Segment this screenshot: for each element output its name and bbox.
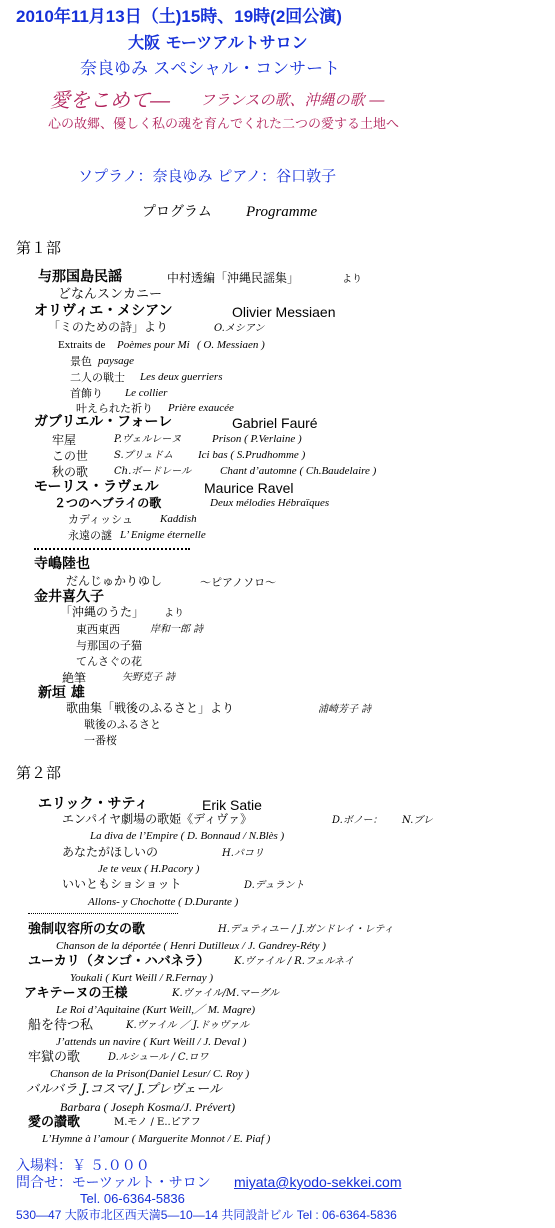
song-title-jp: 景色 [70, 355, 92, 368]
composer-kanai: 金井喜久子 [34, 589, 104, 605]
poet-name: D.ボノー： [332, 815, 383, 826]
composer-messiaen-en: Olivier Messiaen [232, 304, 336, 320]
song-title-jp: ユーカリ（タンゴ・ハバネラ） [28, 954, 210, 969]
composer-faure-en: Gabriel Fauré [232, 415, 318, 431]
poet-name: K.ヴァイル ／ J.ドゥヴァル [126, 1020, 249, 1031]
concert-date: 2010年11月13日（土)15時、19時(2回公演) [16, 7, 342, 26]
work-title-fr: Deux mélodies Hébraïques [210, 497, 330, 509]
song-title-fr: La diva de l’Empire ( D. Bonnaud / N.Blès ) [90, 830, 285, 842]
arranger-text: 中村透編「沖縄民謡集」 [167, 271, 300, 285]
contact-email-link[interactable]: miyata@kyodo-sekkei.com [234, 1174, 402, 1190]
composer-satie-en: Erik Satie [202, 797, 262, 813]
poet-name: N.ブレ [402, 815, 433, 826]
song-title-jp: 愛の讃歌 [28, 1115, 81, 1130]
song-title-fr: Chanson de la déportée ( Henri Dutilleux / J. Gandrey-Réty ) [56, 940, 326, 952]
composer-messiaen-jp: オリヴィエ・メシアン [34, 303, 173, 319]
composer-yonaguni: 与那国島民謡 [38, 269, 122, 285]
song-title-jp: 絶筆 [62, 671, 87, 685]
work-title-jp: 「ミのための詩」より [48, 320, 169, 334]
composer-terashima: 寺嶋陸也 [34, 556, 90, 572]
song-title-jp: バルバラ J.コスマ/ J.プレヴェール [26, 1082, 222, 1097]
song-title-jp: 永遠の謎 [68, 529, 112, 542]
poet-name: H.デュティユー / J.ガンドレイ・レティ [218, 924, 394, 935]
song-title-fr: Prison ( P.Verlaine ) [212, 433, 302, 445]
song-title-jp: 叶えられた祈り [76, 402, 153, 415]
poet-name: M.モノ / E..ピアフ [114, 1117, 201, 1128]
work-title-jp: 歌曲集「戦後のふるさと」より [66, 701, 235, 715]
poet-name: S.プリュドム [114, 450, 173, 461]
song-title-jp: 一番桜 [84, 734, 117, 747]
program-subtitle: フランスの歌、沖縄の歌 ― [200, 91, 385, 109]
song-title-fr: L’Hymne à l’amour ( Marguerite Monnot / E. Piaf ) [42, 1133, 271, 1145]
work-title-jp: 「沖縄のうた」 [60, 605, 145, 619]
song-title-jp: アキテーヌの王様 [24, 986, 128, 1001]
poet-name: 浦崎芳子 詩 [318, 704, 372, 715]
song-title-fr: paysage [98, 355, 135, 367]
song-title-jp: 戦後のふるさと [84, 718, 161, 731]
part2-heading: 第２部 [16, 764, 62, 782]
song-title-jp: あなたがほしいの [62, 845, 159, 859]
song-title-fr: Je te veux ( H.Pacory ) [98, 863, 200, 875]
poet-name: O.メシアン [214, 323, 265, 334]
song-title-jp: 牢獄の歌 [28, 1050, 81, 1065]
address-line: 530―47 大阪市北区西天満5―10―14 共同設計ビル Tel : 06-6364-5836 [16, 1208, 397, 1222]
composer-satie-jp: エリック・サティ [38, 796, 149, 812]
yori-text: より [342, 274, 362, 285]
composer-arakaki: 新垣 雄 [38, 685, 85, 701]
song-title-jp: いいともショショット [62, 877, 182, 891]
work-title-jp: ２つのヘブライの歌 [54, 496, 162, 510]
song-title-fr: L’ Enigme éternelle [120, 529, 206, 541]
programme-label-jp: プログラム [142, 204, 212, 220]
song-title-fr: J’attends un navire ( Kurt Weill / J. Deval ) [56, 1036, 247, 1048]
poet-name: H.パコリ [222, 848, 264, 859]
composer-ravel-jp: モーリス・ラヴェル [34, 479, 159, 495]
work-title-fr: Poèmes pour Mi [117, 339, 190, 351]
program-tagline: 心の故郷、優しく私の魂を育んでくれた二つの愛する土地へ [48, 117, 400, 132]
song-title-fr: Chanson de la Prison(Daniel Lesur/ C. Roy ) [50, 1068, 250, 1080]
song-title-jp: 強制収容所の女の歌 [28, 922, 146, 937]
song-title-jp: 二人の戦士 [70, 371, 125, 384]
poet-name: Ch.ボードレール [114, 466, 192, 477]
part1-heading: 第１部 [16, 239, 62, 257]
song-title-jp: だんじゅかりゆし [66, 574, 163, 588]
extraits-text: Extraits de [58, 339, 106, 351]
poet-name: P.ヴェルレーヌ [114, 434, 182, 445]
song-title-fr: Youkali ( Kurt Weill / R.Fernay ) [70, 972, 214, 984]
yori-text: より [164, 608, 184, 619]
song-title-fr: Prière exaucée [168, 402, 234, 414]
song-title-jp: エンパイヤ劇場の歌姫《ディヴァ》 [62, 812, 253, 826]
song-title-fr: Kaddish [160, 513, 197, 525]
song-title-jp: 秋の歌 [52, 465, 89, 479]
concert-title: 奈良ゆみ スペシャル・コンサート [80, 59, 341, 79]
programme-label-en: Programme [246, 204, 318, 220]
venue-name: 大阪 モーツアルトサロン [128, 33, 308, 52]
song-title-jp: てんさぐの花 [76, 655, 142, 668]
song-title-jp: カディッシュ [68, 513, 133, 526]
poet-name: D.デュラント [244, 880, 305, 891]
song-title-jp: 船を待つ私 [28, 1018, 94, 1033]
poet-name: 岸和一郎 詩 [150, 624, 204, 635]
program-title: 愛をこめて― [50, 88, 170, 112]
poet-name: D.ルシュール / C.ロワ [108, 1052, 209, 1063]
work-author-fr: ( O. Messiaen ) [197, 339, 265, 351]
song-title-fr: Allons- y Chochotte ( D.Durante ) [88, 896, 239, 908]
song-title-fr: Chant d’automne ( Ch.Baudelaire ) [220, 465, 377, 477]
contact-label: 問合せ：モーツァルト・サロン [16, 1174, 211, 1190]
song-title-jp: 東西東西 [76, 623, 120, 636]
song-title-jp: この世 [52, 449, 89, 463]
song-title-jp: 牢屋 [52, 433, 77, 447]
song-title-jp: 与那国の子猫 [76, 639, 142, 652]
song-title: どなんスンカニー [58, 287, 163, 302]
song-title-fr: Ici bas ( S.Prudhomme ) [198, 449, 306, 461]
song-title-fr: Le collier [125, 387, 168, 399]
song-title-fr: Les deux guerriers [140, 371, 223, 383]
song-title-fr: Le Roi d’Aquitaine (Kurt Weill,／ M. Magre) [56, 1004, 255, 1016]
piano-solo-label: ～ピアノソロ～ [200, 576, 277, 589]
song-title-jp: 首飾り [70, 387, 103, 400]
divider [34, 548, 190, 550]
admission-fee: 入場料：￥ ５.０００ [16, 1157, 150, 1173]
song-title-fr: Barbara ( Joseph Kosma/J. Prévert) [60, 1100, 235, 1114]
composer-ravel-en: Maurice Ravel [204, 480, 294, 496]
poet-name: 矢野克子 詩 [122, 672, 176, 683]
divider [28, 913, 178, 914]
composer-faure-jp: ガブリエル・フォーレ [34, 414, 173, 430]
poet-name: K.ヴァイル / R.フェルネイ [234, 956, 354, 967]
poet-name: K.ヴァイル/M.マーグル [172, 988, 280, 999]
contact-tel: Tel. 06-6364-5836 [80, 1191, 185, 1206]
performers-line: ソプラノ：奈良ゆみ ピアノ：谷口敦子 [78, 167, 337, 185]
